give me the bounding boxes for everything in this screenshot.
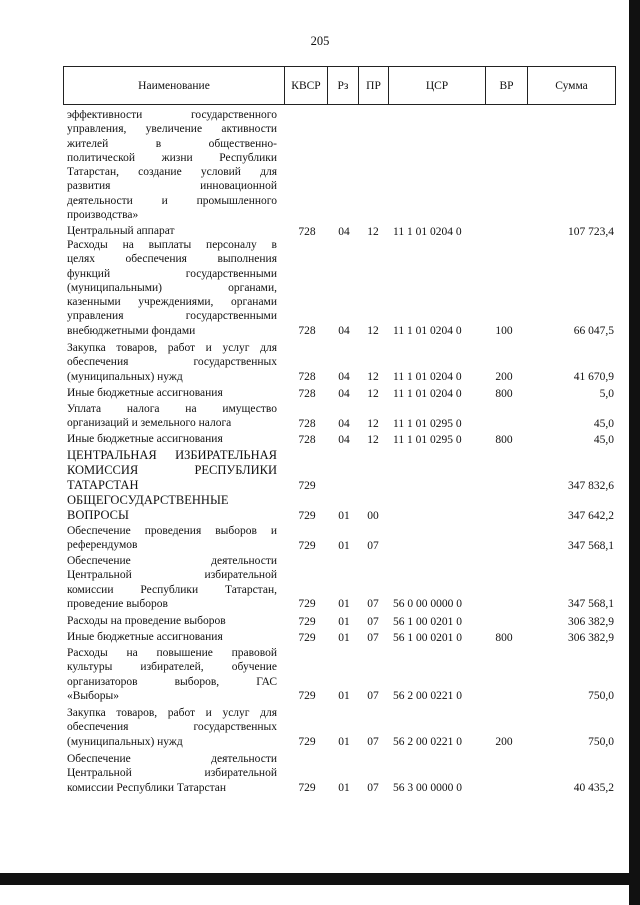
cell-sum: 750,0	[588, 736, 614, 749]
row-name-line: КОМИССИЯ РЕСПУБЛИКИ	[67, 463, 277, 477]
row-name-line: ТАТАРСТАН	[67, 478, 139, 492]
row-name-line: организаторов выборов, ГАС	[67, 675, 277, 688]
row-name-line: функций государственными	[67, 267, 277, 280]
cell-sum: 347 568,1	[568, 539, 614, 552]
row-name-line: комиссии Республики Татарстан,	[67, 583, 277, 596]
cell-sum: 347 642,2	[568, 509, 614, 522]
cell-vr: 800	[495, 387, 513, 400]
cell-pr: 12	[367, 325, 379, 338]
cell-rz: 04	[338, 387, 350, 400]
row-name-line: (муниципальных) нужд	[67, 735, 183, 748]
cell-sum: 5,0	[599, 387, 614, 400]
row-name	[67, 646, 277, 703]
cell-sum: 347 832,6	[568, 479, 614, 492]
cell-sum: 41 670,9	[573, 371, 614, 384]
header-pr: ПР	[358, 67, 388, 104]
row-name-line: проведение выборов	[67, 597, 168, 610]
row-name-line: ЦЕНТРАЛЬНАЯ ИЗБИРАТЕЛЬНАЯ	[67, 448, 277, 462]
row-name-line: жителей в общественно-	[67, 137, 277, 150]
cell-sum: 45,0	[593, 433, 614, 446]
row-name-line: развития инновационной	[67, 180, 277, 193]
row-name-line: Уплата налога на имущество	[67, 403, 277, 415]
cell-kvsr: 729	[298, 598, 316, 611]
row-name-line: ВОПРОСЫ	[67, 508, 129, 522]
row-name	[67, 630, 277, 644]
row-name	[67, 108, 277, 222]
cell-sum: 66 047,5	[573, 325, 614, 338]
row-name	[67, 614, 277, 628]
cell-sum: 45,0	[593, 417, 614, 430]
row-name	[67, 524, 277, 553]
row-name	[67, 752, 277, 795]
row-name-line: политической жизни Республики	[67, 151, 277, 164]
cell-pr: 12	[367, 387, 379, 400]
row-name-line: Иные бюджетные ассигнования	[67, 433, 223, 445]
cell-vr: 200	[495, 371, 513, 384]
cell-pr: 07	[367, 736, 379, 749]
cell-rz: 01	[338, 690, 350, 703]
scan-border-right	[629, 0, 640, 905]
row-name	[67, 554, 277, 611]
cell-sum: 306 382,9	[568, 631, 614, 644]
cell-pr: 12	[367, 371, 379, 384]
cell-kvsr: 729	[298, 509, 316, 522]
cell-csr: 56 2 00 0221 0	[393, 736, 462, 749]
row-name-line: казенными учреждениями, органами	[67, 296, 277, 309]
cell-csr: 56 3 00 0000 0	[393, 782, 462, 795]
header-sum: Сумма	[527, 67, 615, 104]
row-name	[67, 493, 277, 523]
cell-pr: 00	[367, 509, 379, 522]
row-name-line: культуры избирателей, обучение	[67, 661, 277, 674]
row-name-line: референдумов	[67, 539, 138, 552]
row-name-line: Татарстан, создание условий для	[67, 166, 277, 179]
row-name-line: обеспечения государственных	[67, 721, 277, 734]
row-name-line: Расходы на выплаты персоналу в	[67, 239, 277, 251]
cell-csr: 11 1 01 0204 0	[393, 325, 462, 338]
cell-csr: 56 2 00 0221 0	[393, 690, 462, 703]
cell-rz: 04	[338, 325, 350, 338]
row-name	[67, 432, 277, 446]
cell-csr: 11 1 01 0295 0	[393, 417, 462, 430]
row-name-line: управления, увеличение активности	[67, 123, 277, 136]
row-name-line: Обеспечение проведения выборов и	[67, 525, 277, 537]
row-name-line: Центральный аппарат	[67, 225, 175, 237]
row-name-line: Центральной избирательной	[67, 767, 277, 780]
cell-kvsr: 728	[298, 371, 316, 384]
cell-csr: 11 1 01 0204 0	[393, 387, 462, 400]
cell-vr: 200	[495, 736, 513, 749]
cell-pr: 12	[367, 433, 379, 446]
cell-kvsr: 729	[298, 539, 316, 552]
row-name-line: Закупка товаров, работ и услуг для	[67, 707, 277, 719]
cell-pr: 12	[367, 225, 379, 238]
row-name-line: ОБЩЕГОСУДАРСТВЕННЫЕ	[67, 493, 229, 507]
cell-rz: 01	[338, 598, 350, 611]
cell-kvsr: 728	[298, 325, 316, 338]
row-name-line: организаций и земельного налога	[67, 417, 232, 430]
header-kvsr: КВСР	[284, 67, 327, 104]
cell-pr: 07	[367, 615, 379, 628]
cell-csr: 11 1 01 0204 0	[393, 371, 462, 384]
row-name-line: управления государственными	[67, 310, 277, 323]
cell-pr: 07	[367, 782, 379, 795]
row-name-line: обеспечения государственных	[67, 356, 277, 369]
row-name-line: Обеспечение деятельности	[67, 753, 277, 765]
cell-kvsr: 728	[298, 417, 316, 430]
row-name-line: деятельности и промышленного	[67, 194, 277, 207]
cell-csr: 56 1 00 0201 0	[393, 615, 462, 628]
cell-sum: 306 382,9	[568, 615, 614, 628]
row-name-line: целях обеспечения выполнения	[67, 253, 277, 266]
cell-kvsr: 728	[298, 225, 316, 238]
header-csr: ЦСР	[388, 67, 485, 104]
row-name-line: Иные бюджетные ассигнования	[67, 631, 223, 643]
row-name-line: производства»	[67, 209, 139, 222]
cell-kvsr: 728	[298, 433, 316, 446]
cell-csr: 56 0 00 0000 0	[393, 598, 462, 611]
cell-rz: 01	[338, 782, 350, 795]
row-name-line: «Выборы»	[67, 689, 119, 702]
cell-csr: 11 1 01 0295 0	[393, 433, 462, 446]
cell-rz: 01	[338, 736, 350, 749]
scan-border-bottom	[0, 873, 640, 885]
row-name-line: Расходы на повышение правовой	[67, 647, 277, 659]
cell-rz: 04	[338, 225, 350, 238]
row-name	[67, 402, 277, 431]
cell-pr: 07	[367, 631, 379, 644]
row-name	[67, 224, 277, 238]
cell-sum: 107 723,4	[568, 225, 614, 238]
header-rz: Рз	[327, 67, 358, 104]
cell-pr: 07	[367, 598, 379, 611]
cell-vr: 800	[495, 631, 513, 644]
cell-rz: 04	[338, 433, 350, 446]
cell-pr: 07	[367, 539, 379, 552]
cell-kvsr: 729	[298, 479, 316, 492]
row-name-line: Иные бюджетные ассигнования	[67, 387, 223, 399]
cell-kvsr: 729	[298, 782, 316, 795]
row-name-line: внебюджетными фондами	[67, 324, 196, 337]
row-name-line: (муниципальных) нужд	[67, 370, 183, 383]
header-name: Наименование	[138, 79, 210, 92]
cell-sum: 40 435,2	[573, 782, 614, 795]
table-header	[63, 66, 616, 105]
row-name-line: Центральной избирательной	[67, 569, 277, 582]
row-name	[67, 706, 277, 749]
cell-rz: 01	[338, 615, 350, 628]
cell-vr: 800	[495, 433, 513, 446]
row-name-line: комиссии Республики Татарстан	[67, 781, 227, 794]
cell-pr: 12	[367, 417, 379, 430]
row-name-line: Расходы на проведение выборов	[67, 615, 226, 627]
row-name-line: эффективности государственного	[67, 109, 277, 121]
cell-vr: 100	[495, 325, 513, 338]
row-name	[67, 448, 277, 493]
cell-rz: 01	[338, 509, 350, 522]
row-name	[67, 238, 277, 338]
cell-kvsr: 729	[298, 631, 316, 644]
cell-kvsr: 728	[298, 387, 316, 400]
row-name-line: Закупка товаров, работ и услуг для	[67, 342, 277, 354]
cell-kvsr: 729	[298, 690, 316, 703]
cell-csr: 11 1 01 0204 0	[393, 225, 462, 238]
cell-sum: 347 568,1	[568, 598, 614, 611]
row-name	[67, 341, 277, 384]
row-name-line: (муниципальными) органами,	[67, 281, 277, 294]
cell-rz: 01	[338, 539, 350, 552]
cell-sum: 750,0	[588, 690, 614, 703]
row-name-line: Обеспечение деятельности	[67, 555, 277, 567]
row-name	[67, 386, 277, 400]
header-vr: ВР	[485, 67, 527, 104]
cell-pr: 07	[367, 690, 379, 703]
page-number: 205	[310, 34, 330, 48]
cell-kvsr: 729	[298, 615, 316, 628]
cell-csr: 56 1 00 0201 0	[393, 631, 462, 644]
cell-rz: 04	[338, 417, 350, 430]
cell-kvsr: 729	[298, 736, 316, 749]
cell-rz: 04	[338, 371, 350, 384]
cell-rz: 01	[338, 631, 350, 644]
